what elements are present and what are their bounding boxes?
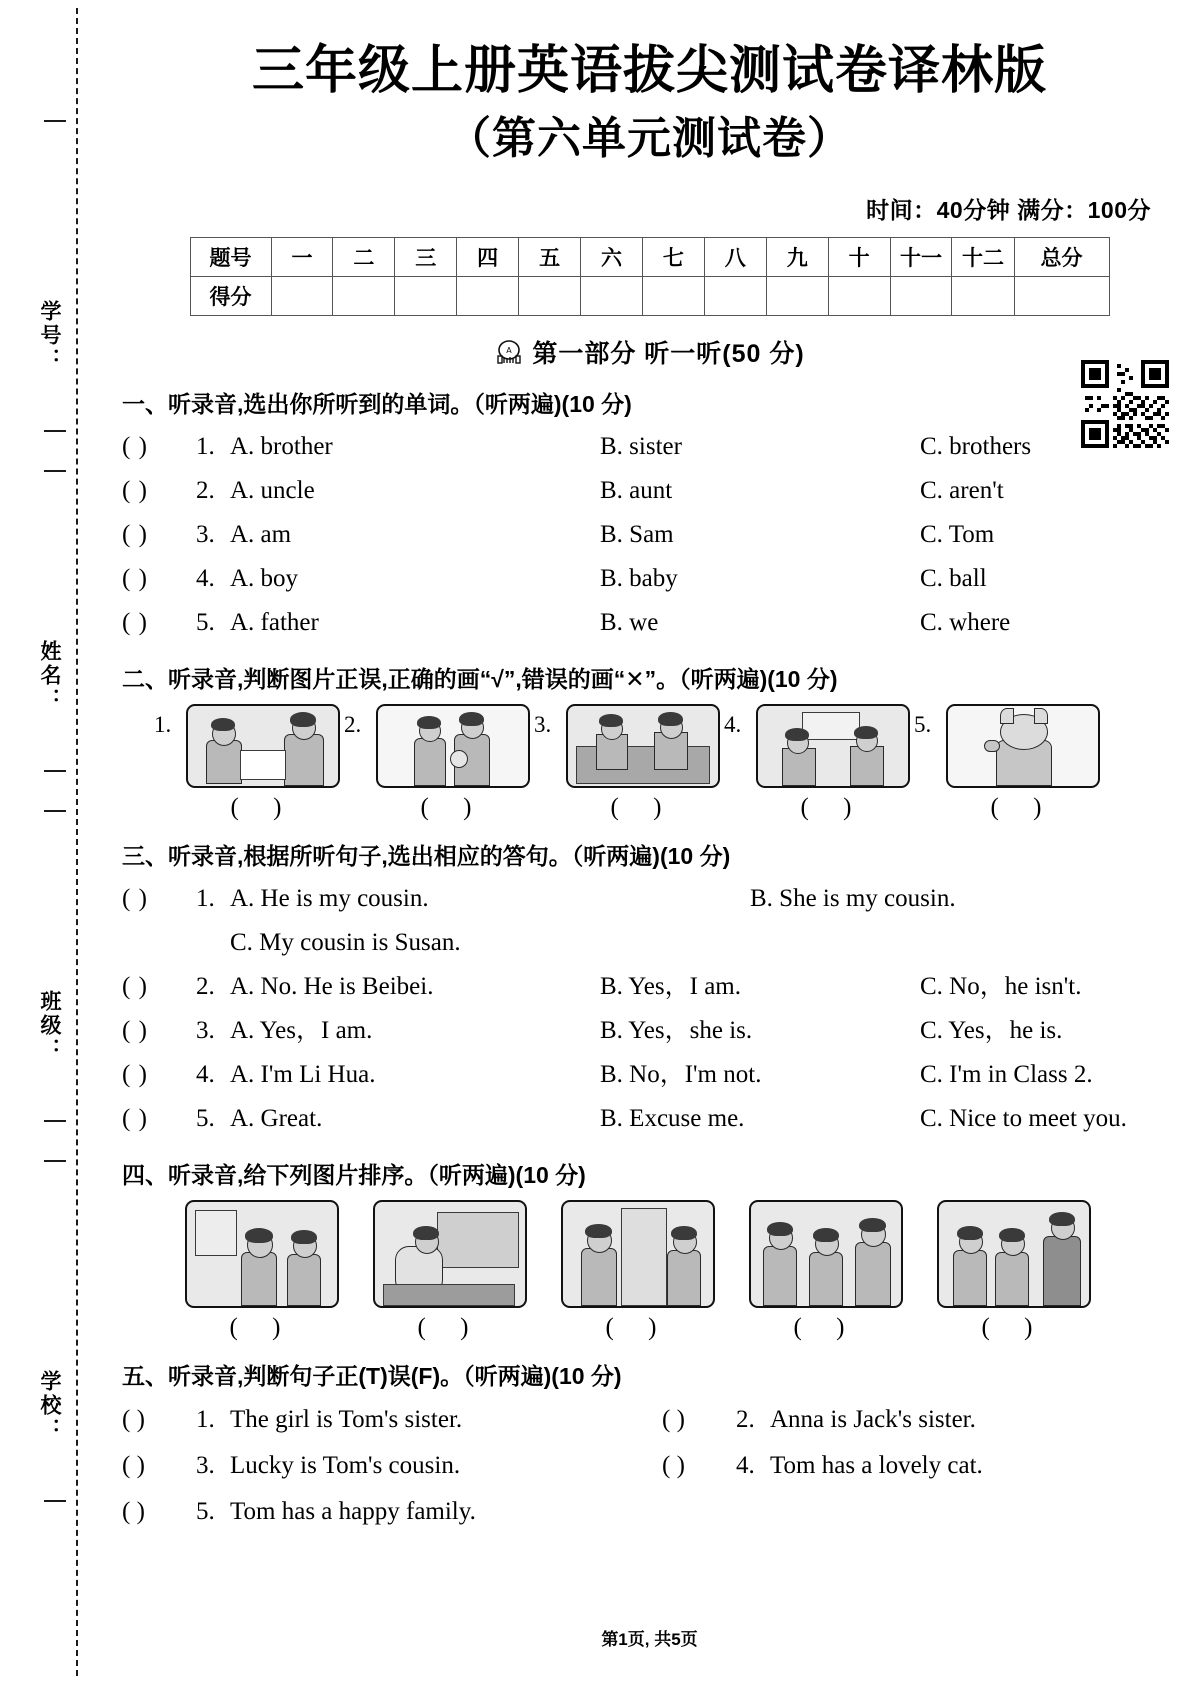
q5-row-1 bbox=[122, 1397, 1191, 1443]
score-blank-12[interactable] bbox=[952, 277, 1014, 316]
answer-blank[interactable]: ( ) bbox=[122, 565, 148, 593]
answer-blank[interactable]: ( ) bbox=[122, 609, 148, 637]
picture-boy-at-window bbox=[185, 1200, 339, 1308]
item-number: 1. bbox=[196, 1406, 215, 1434]
option-c[interactable]: C. Yes，he is. bbox=[920, 1017, 1063, 1045]
q1-item-3 bbox=[122, 513, 1191, 557]
item-number: 1. bbox=[196, 885, 215, 913]
q3-item-4 bbox=[122, 1053, 1191, 1097]
page-footer: 第1页, 共5页 bbox=[601, 1630, 698, 1649]
margin-label-name: 姓名： bbox=[38, 640, 61, 712]
picture-number: 5. bbox=[914, 712, 932, 738]
score-col-5: 五 bbox=[519, 238, 581, 277]
option-b[interactable]: B. we bbox=[600, 609, 659, 637]
option-b[interactable]: B. sister bbox=[600, 433, 682, 461]
q1-item-4 bbox=[122, 557, 1191, 601]
score-col-2: 二 bbox=[333, 238, 395, 277]
option-a[interactable]: A. boy bbox=[230, 565, 299, 593]
option-c[interactable]: C. aren't bbox=[920, 477, 1004, 505]
option-b[interactable]: B. baby bbox=[600, 565, 678, 593]
answer-blank[interactable]: ( ) bbox=[122, 1406, 145, 1434]
q2-picture-5 bbox=[914, 704, 1118, 822]
picture-cartoon-cat bbox=[946, 704, 1100, 788]
score-col-10: 十 bbox=[828, 238, 890, 277]
score-table-header-label: 题号 bbox=[190, 238, 271, 277]
statement-text: The girl is Tom's sister. bbox=[230, 1406, 463, 1434]
answer-blank[interactable]: ( ) bbox=[122, 477, 148, 505]
q3-item-1-option-c[interactable]: C. My cousin is Susan. bbox=[230, 929, 461, 957]
item-number: 3. bbox=[196, 521, 215, 549]
score-col-7: 七 bbox=[642, 238, 704, 277]
q3-item-1 bbox=[122, 877, 1191, 921]
answer-blank[interactable]: ( ) bbox=[230, 794, 296, 822]
option-b[interactable]: B. She is my cousin. bbox=[750, 885, 956, 913]
seal-tick bbox=[44, 120, 66, 122]
seal-tick bbox=[44, 1120, 66, 1122]
score-blank-2[interactable] bbox=[333, 277, 395, 316]
answer-blank[interactable]: ( ) bbox=[990, 794, 1056, 822]
q1-item-2 bbox=[122, 469, 1191, 513]
answer-blank[interactable]: ( ) bbox=[122, 1105, 148, 1133]
score-blank-7[interactable] bbox=[642, 277, 704, 316]
picture-number: 4. bbox=[724, 712, 742, 738]
margin-label-student-id: 学号： bbox=[38, 300, 61, 372]
option-a[interactable]: A. He is my cousin. bbox=[230, 885, 429, 913]
q1-item-1 bbox=[122, 425, 1191, 469]
part-one-header bbox=[108, 334, 1191, 370]
option-a[interactable]: A. father bbox=[230, 609, 319, 637]
statement-text: Lucky is Tom's cousin. bbox=[230, 1452, 461, 1480]
q5-item-3 bbox=[122, 1443, 662, 1489]
answer-blank[interactable]: ( ) bbox=[229, 1314, 295, 1342]
seal-tick bbox=[44, 810, 66, 812]
item-number: 4. bbox=[736, 1452, 755, 1480]
item-number: 2. bbox=[736, 1406, 755, 1434]
option-c[interactable]: C. No，he isn't. bbox=[920, 973, 1082, 1001]
item-number: 3. bbox=[196, 1452, 215, 1480]
qr-code[interactable] bbox=[1081, 360, 1169, 448]
option-b[interactable]: B. aunt bbox=[600, 477, 673, 505]
score-blank-total[interactable] bbox=[1014, 277, 1109, 316]
seal-tick bbox=[44, 1160, 66, 1162]
answer-blank[interactable]: ( ) bbox=[122, 973, 148, 1001]
score-blank-3[interactable] bbox=[395, 277, 457, 316]
picture-mother-and-baby bbox=[376, 704, 530, 788]
score-col-1: 一 bbox=[271, 238, 333, 277]
svg-text:A: A bbox=[506, 346, 513, 356]
q5-row-2 bbox=[122, 1443, 1191, 1489]
statement-text: Tom has a lovely cat. bbox=[770, 1452, 983, 1480]
answer-blank[interactable]: ( ) bbox=[420, 794, 486, 822]
answer-blank[interactable]: ( ) bbox=[122, 1452, 145, 1480]
option-b[interactable]: B. Sam bbox=[600, 521, 674, 549]
item-number: 2. bbox=[196, 477, 215, 505]
option-b[interactable]: B. Excuse me. bbox=[600, 1105, 745, 1133]
score-blank-5[interactable] bbox=[519, 277, 581, 316]
answer-blank[interactable]: ( ) bbox=[122, 1017, 148, 1045]
option-a[interactable]: A. uncle bbox=[230, 477, 315, 505]
item-number: 2. bbox=[196, 973, 215, 1001]
answer-blank[interactable]: ( ) bbox=[610, 794, 676, 822]
question-1-heading: 一、听录音,选出你所听到的单词。（听两遍)(10 分) bbox=[122, 391, 632, 418]
score-blank-10[interactable] bbox=[828, 277, 890, 316]
statement-text: Anna is Jack's sister. bbox=[770, 1406, 976, 1434]
statement-text: Tom has a happy family. bbox=[230, 1498, 476, 1526]
answer-blank[interactable]: ( ) bbox=[122, 433, 148, 461]
seal-tick bbox=[44, 1500, 66, 1502]
score-blank-8[interactable] bbox=[704, 277, 766, 316]
score-col-4: 四 bbox=[457, 238, 519, 277]
score-col-8: 八 bbox=[704, 238, 766, 277]
answer-blank[interactable]: ( ) bbox=[662, 1452, 685, 1480]
item-number: 5. bbox=[196, 1105, 215, 1133]
score-col-11: 十一 bbox=[890, 238, 952, 277]
q4-picture-5 bbox=[920, 1200, 1108, 1342]
question-4-heading: 四、听录音,给下列图片排序。（听两遍)(10 分) bbox=[122, 1162, 586, 1189]
option-c[interactable]: C. Nice to meet you. bbox=[920, 1105, 1127, 1133]
score-blank-9[interactable] bbox=[766, 277, 828, 316]
exam-meta: 时间：40分钟 满分：100分 bbox=[866, 197, 1151, 224]
option-a[interactable]: A. Great. bbox=[230, 1105, 323, 1133]
picture-girl-kneeling-stairs bbox=[373, 1200, 527, 1308]
page-title: 三年级上册英语拔尖测试卷译林版 bbox=[251, 42, 1047, 100]
q4-picture-1 bbox=[168, 1200, 356, 1342]
option-c[interactable]: C. I'm in Class 2. bbox=[920, 1061, 1093, 1089]
q4-picture-2 bbox=[356, 1200, 544, 1342]
picture-children-with-photo bbox=[756, 704, 910, 788]
option-b[interactable]: B. Yes，she is. bbox=[600, 1017, 753, 1045]
q2-picture-4 bbox=[724, 704, 928, 822]
picture-family-reading bbox=[186, 704, 340, 788]
answer-blank[interactable]: ( ) bbox=[605, 1314, 671, 1342]
audio-icon bbox=[494, 339, 524, 365]
q5-row-3 bbox=[122, 1489, 1191, 1535]
part-one-title: 第一部分 听一听(50 分) bbox=[532, 340, 805, 369]
option-a[interactable]: A. Yes，I am. bbox=[230, 1017, 373, 1045]
question-2-heading: 二、听录音,判断图片正误,正确的画“√”,错误的画“✕”。（听两遍)(10 分) bbox=[122, 666, 838, 693]
answer-blank[interactable]: ( ) bbox=[122, 1498, 145, 1526]
score-blank-11[interactable] bbox=[890, 277, 952, 316]
q5-item-1 bbox=[122, 1397, 662, 1443]
table-row-question-numbers bbox=[190, 238, 1109, 277]
option-c[interactable]: C. Tom bbox=[920, 521, 995, 549]
item-number: 4. bbox=[196, 565, 215, 593]
answer-blank[interactable]: ( ) bbox=[122, 885, 148, 913]
option-a[interactable]: A. brother bbox=[230, 433, 333, 461]
q1-item-5 bbox=[122, 601, 1191, 645]
q2-picture-2 bbox=[344, 704, 548, 822]
item-number: 4. bbox=[196, 1061, 215, 1089]
score-table bbox=[190, 237, 1110, 316]
q3-item-3 bbox=[122, 1009, 1191, 1053]
page-subtitle: （第六单元测试卷） bbox=[447, 113, 852, 163]
item-number: 5. bbox=[196, 609, 215, 637]
q3-item-5 bbox=[122, 1097, 1191, 1141]
q3-item-2 bbox=[122, 965, 1191, 1009]
q4-picture-4 bbox=[732, 1200, 920, 1342]
option-b[interactable]: B. No，I'm not. bbox=[600, 1061, 762, 1089]
option-b[interactable]: B. Yes，I am. bbox=[600, 973, 741, 1001]
option-a[interactable]: A. No. He is Beibei. bbox=[230, 973, 434, 1001]
answer-blank[interactable]: ( ) bbox=[800, 794, 866, 822]
answer-blank[interactable]: ( ) bbox=[793, 1314, 859, 1342]
q4-picture-3 bbox=[544, 1200, 732, 1342]
option-c[interactable]: C. brothers bbox=[920, 433, 1032, 461]
picture-number: 1. bbox=[154, 712, 172, 738]
answer-blank[interactable]: ( ) bbox=[981, 1314, 1047, 1342]
answer-blank[interactable]: ( ) bbox=[122, 1061, 148, 1089]
picture-two-kids-doorway bbox=[561, 1200, 715, 1308]
seal-tick bbox=[44, 430, 66, 432]
score-blank-4[interactable] bbox=[457, 277, 519, 316]
option-a[interactable]: A. I'm Li Hua. bbox=[230, 1061, 376, 1089]
q2-picture-row bbox=[154, 704, 1191, 822]
picture-two-kids-and-adult bbox=[937, 1200, 1091, 1308]
option-c[interactable]: C. where bbox=[920, 609, 1011, 637]
score-blank-6[interactable] bbox=[581, 277, 643, 316]
score-col-9: 九 bbox=[766, 238, 828, 277]
score-table-score-label: 得分 bbox=[190, 277, 271, 316]
item-number: 3. bbox=[196, 1017, 215, 1045]
dashed-fold-line bbox=[76, 8, 78, 1676]
seal-tick bbox=[44, 770, 66, 772]
q5-item-4 bbox=[662, 1443, 1191, 1489]
margin-label-school: 学校： bbox=[38, 1370, 61, 1442]
question-5-heading: 五、听录音,判断句子正(T)误(F)。（听两遍)(10 分) bbox=[122, 1363, 622, 1390]
q5-item-5 bbox=[122, 1489, 662, 1535]
score-col-3: 三 bbox=[395, 238, 457, 277]
exam-page bbox=[108, 0, 1191, 1684]
score-col-12: 十二 bbox=[952, 238, 1014, 277]
item-number: 5. bbox=[196, 1498, 215, 1526]
option-a[interactable]: A. am bbox=[230, 521, 292, 549]
margin-label-class: 班级： bbox=[38, 990, 61, 1062]
score-col-total: 总分 bbox=[1014, 238, 1109, 277]
question-3-heading: 三、听录音,根据所听句子,选出相应的答句。（听两遍)(10 分) bbox=[122, 843, 731, 870]
q2-picture-1 bbox=[154, 704, 358, 822]
answer-blank[interactable]: ( ) bbox=[417, 1314, 483, 1342]
picture-number: 2. bbox=[344, 712, 362, 738]
answer-blank[interactable]: ( ) bbox=[122, 521, 148, 549]
score-blank-1[interactable] bbox=[271, 277, 333, 316]
picture-family-handshake bbox=[749, 1200, 903, 1308]
table-row-scores bbox=[190, 277, 1109, 316]
item-number: 1. bbox=[196, 433, 215, 461]
score-col-6: 六 bbox=[581, 238, 643, 277]
picture-number: 3. bbox=[534, 712, 552, 738]
answer-blank[interactable]: ( ) bbox=[662, 1406, 685, 1434]
picture-parents-on-sofa bbox=[566, 704, 720, 788]
binding-margin bbox=[0, 0, 108, 1684]
seal-tick bbox=[44, 470, 66, 472]
q4-picture-row bbox=[168, 1200, 1191, 1342]
q5-item-2 bbox=[662, 1397, 1191, 1443]
q2-picture-3 bbox=[534, 704, 738, 822]
option-c[interactable]: C. ball bbox=[920, 565, 987, 593]
